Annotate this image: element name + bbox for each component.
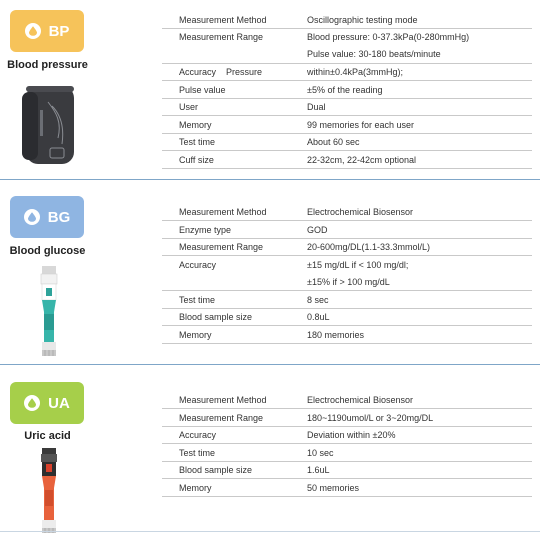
bp-section (0, 0, 554, 178)
spec-value: 180 memories (307, 330, 365, 340)
bg-badge-text: BG (47, 208, 71, 226)
bp-spec-table (162, 12, 532, 169)
table-row (162, 392, 532, 409)
spec-key: Measurement Method (179, 207, 267, 217)
spec-value-line2: ±15% if > 100 mg/dL (307, 277, 390, 287)
table-row (162, 81, 532, 99)
spec-value: 1.6uL (307, 465, 330, 475)
spec-key: Measurement Method (179, 395, 267, 405)
spec-key: Memory (179, 120, 212, 130)
table-row (162, 409, 532, 427)
spec-value: within±0.4kPa(3mmHg); (307, 67, 403, 77)
spec-key: Memory (179, 330, 212, 340)
ua-label: Uric acid (24, 430, 71, 442)
bp-badge (10, 10, 84, 52)
ua-badge (10, 382, 84, 424)
spec-value-line2: Pulse value: 30-180 beats/minute (307, 49, 441, 59)
spec-value: ±15 mg/dL if < 100 mg/dl; (307, 260, 409, 270)
spec-value: 0.8uL (307, 312, 330, 322)
spec-value: Dual (307, 102, 326, 112)
drop-icon (24, 395, 40, 411)
uric-acid-test-strip-image (36, 448, 62, 534)
drop-icon (25, 23, 41, 39)
bg-section (0, 180, 554, 364)
spec-value: 22-32cm, 22-42cm optional (307, 155, 417, 165)
table-row (162, 326, 532, 344)
spec-value: Electrochemical Biosensor (307, 395, 414, 405)
spec-key: Test time (179, 295, 216, 305)
table-row (162, 427, 532, 444)
ua-section (0, 365, 554, 534)
spec-key: Measurement Range (179, 32, 264, 42)
spec-key: Blood sample size (179, 465, 253, 475)
bg-spec-table (162, 204, 532, 344)
spec-value: ±5% of the reading (307, 85, 383, 95)
bg-label: Blood glucose (9, 245, 86, 257)
spec-value: Deviation within ±20% (307, 430, 396, 440)
table-row (162, 29, 532, 64)
spec-key: Cuff size (179, 155, 214, 165)
spec-value: GOD (307, 225, 328, 235)
spec-key: Enzyme type (179, 225, 232, 235)
table-row (162, 204, 532, 221)
ua-badge-text: UA (48, 394, 70, 412)
table-row (162, 64, 532, 81)
table-row (162, 462, 532, 479)
bp-badge-text: BP (48, 22, 70, 40)
spec-value: Oscillographic testing mode (307, 15, 418, 25)
spec-value: Electrochemical Biosensor (307, 207, 414, 217)
table-row (162, 444, 532, 462)
spec-key: Measurement Range (179, 413, 264, 423)
spec-key: Test time (179, 448, 216, 458)
spec-key: Measurement Method (179, 15, 267, 25)
table-row (162, 221, 532, 239)
table-row (162, 116, 532, 134)
spec-value: 50 memories (307, 483, 360, 493)
spec-key: Accuracy (179, 260, 217, 270)
spec-value: About 60 sec (307, 137, 360, 147)
spec-value: Blood pressure: 0-37.3kPa(0-280mmHg) (307, 32, 470, 42)
bottom-divider (0, 531, 540, 532)
spec-key: Measurement Range (179, 242, 264, 252)
spec-key: Test time (179, 137, 216, 147)
bg-badge (10, 196, 84, 238)
spec-key: Blood sample size (179, 312, 253, 322)
spec-key: User (179, 102, 199, 112)
blood-glucose-test-strip-image (36, 266, 62, 358)
spec-key: Accuracy Pressure (179, 67, 263, 77)
table-row (162, 309, 532, 326)
ua-spec-table (162, 392, 532, 497)
spec-key: Memory (179, 483, 212, 493)
bp-label: Blood pressure (7, 59, 88, 71)
table-row (162, 256, 532, 291)
table-row (162, 12, 532, 29)
table-row (162, 151, 532, 169)
table-row (162, 99, 532, 116)
spec-value: 180~1190umol/L or 3~20mg/DL (307, 413, 434, 423)
table-row (162, 291, 532, 309)
table-row (162, 239, 532, 256)
spec-value: 10 sec (307, 448, 334, 458)
spec-key: Pulse value (179, 85, 226, 95)
spec-value: 20-600mg/DL(1.1-33.3mmol/L) (307, 242, 431, 252)
blood-pressure-cuff-image (18, 82, 80, 170)
spec-value: 8 sec (307, 295, 329, 305)
drop-icon (24, 209, 40, 225)
spec-key: Accuracy (179, 430, 217, 440)
spec-value: 99 memories for each user (307, 120, 415, 130)
table-row (162, 479, 532, 497)
table-row (162, 134, 532, 151)
